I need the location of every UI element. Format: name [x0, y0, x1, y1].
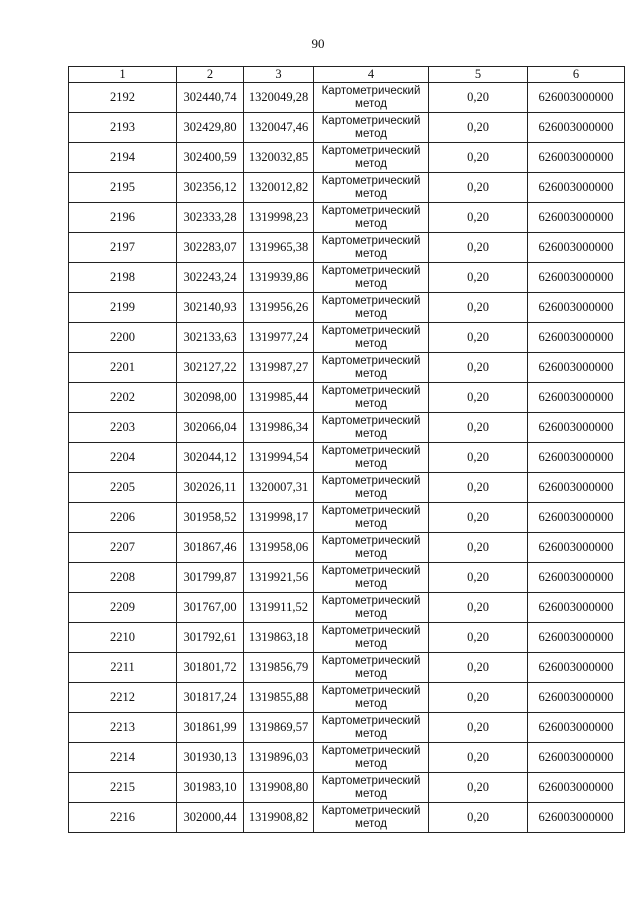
- method-line-1: Картометрический: [321, 504, 421, 517]
- method-line-1: Картометрический: [321, 474, 421, 487]
- method-line-1: Картометрический: [321, 684, 421, 697]
- method-line-2: метод: [355, 97, 387, 110]
- x-coordinate-cell: 301817,24: [177, 683, 244, 713]
- accuracy-cell: 0,20: [429, 413, 528, 443]
- method-line-1: Картометрический: [321, 84, 421, 97]
- method-cell: [314, 143, 429, 173]
- header-cell-1: 1: [69, 67, 177, 83]
- method-line-1: Картометрический: [321, 534, 421, 547]
- code-cell: 626003000000: [528, 353, 625, 383]
- table-row: [69, 413, 625, 443]
- code-cell: 626003000000: [528, 113, 625, 143]
- point-number-cell: 2214: [69, 743, 177, 773]
- method-line-2: метод: [355, 637, 387, 650]
- method-line-2: метод: [355, 397, 387, 410]
- method-cell: [314, 443, 429, 473]
- method-line-1: Картометрический: [321, 324, 421, 337]
- method-line-2: метод: [355, 127, 387, 140]
- point-number-cell: 2192: [69, 83, 177, 113]
- method-line-2: метод: [355, 667, 387, 680]
- x-coordinate-cell: 301799,87: [177, 563, 244, 593]
- point-number-cell: 2208: [69, 563, 177, 593]
- method-line-2: метод: [355, 307, 387, 320]
- point-number-cell: 2200: [69, 323, 177, 353]
- point-number-cell: 2198: [69, 263, 177, 293]
- y-coordinate-cell: 1319896,03: [244, 743, 314, 773]
- code-cell: 626003000000: [528, 83, 625, 113]
- code-cell: 626003000000: [528, 653, 625, 683]
- method-line-1: Картометрический: [321, 204, 421, 217]
- method-line-2: метод: [355, 427, 387, 440]
- y-coordinate-cell: 1319863,18: [244, 623, 314, 653]
- code-cell: 626003000000: [528, 383, 625, 413]
- method-cell: [314, 203, 429, 233]
- y-coordinate-cell: 1319911,52: [244, 593, 314, 623]
- x-coordinate-cell: 301861,99: [177, 713, 244, 743]
- point-number-cell: 2209: [69, 593, 177, 623]
- method-line-1: Картометрический: [321, 444, 421, 457]
- method-line-2: метод: [355, 817, 387, 830]
- method-cell: [314, 503, 429, 533]
- accuracy-cell: 0,20: [429, 293, 528, 323]
- method-line-1: Картометрический: [321, 114, 421, 127]
- method-line-1: Картометрический: [321, 354, 421, 367]
- method-line-2: метод: [355, 577, 387, 590]
- code-cell: 626003000000: [528, 473, 625, 503]
- table-row: [69, 383, 625, 413]
- point-number-cell: 2204: [69, 443, 177, 473]
- code-cell: 626003000000: [528, 713, 625, 743]
- method-cell: [314, 263, 429, 293]
- method-line-1: Картометрический: [321, 714, 421, 727]
- table-row: [69, 803, 625, 833]
- x-coordinate-cell: 301767,00: [177, 593, 244, 623]
- method-line-2: метод: [355, 547, 387, 560]
- code-cell: 626003000000: [528, 173, 625, 203]
- method-line-1: Картометрический: [321, 384, 421, 397]
- accuracy-cell: 0,20: [429, 533, 528, 563]
- accuracy-cell: 0,20: [429, 593, 528, 623]
- table-row: [69, 143, 625, 173]
- point-number-cell: 2197: [69, 233, 177, 263]
- header-cell-5: 5: [429, 67, 528, 83]
- accuracy-cell: 0,20: [429, 803, 528, 833]
- code-cell: 626003000000: [528, 593, 625, 623]
- code-cell: 626003000000: [528, 563, 625, 593]
- method-cell: [314, 533, 429, 563]
- header-cell-3: 3: [244, 67, 314, 83]
- accuracy-cell: 0,20: [429, 623, 528, 653]
- x-coordinate-cell: 302140,93: [177, 293, 244, 323]
- point-number-cell: 2216: [69, 803, 177, 833]
- accuracy-cell: 0,20: [429, 383, 528, 413]
- method-line-2: метод: [355, 337, 387, 350]
- method-line-2: метод: [355, 787, 387, 800]
- method-cell: [314, 743, 429, 773]
- method-line-2: метод: [355, 277, 387, 290]
- y-coordinate-cell: 1319987,27: [244, 353, 314, 383]
- table-header-row: [69, 67, 625, 83]
- point-number-cell: 2210: [69, 623, 177, 653]
- method-cell: [314, 353, 429, 383]
- method-cell: [314, 293, 429, 323]
- table-row: [69, 83, 625, 113]
- method-line-1: Картометрический: [321, 804, 421, 817]
- point-number-cell: 2202: [69, 383, 177, 413]
- table-row: [69, 593, 625, 623]
- code-cell: 626003000000: [528, 803, 625, 833]
- x-coordinate-cell: 302098,00: [177, 383, 244, 413]
- table-row: [69, 653, 625, 683]
- method-cell: [314, 653, 429, 683]
- y-coordinate-cell: 1319965,38: [244, 233, 314, 263]
- code-cell: 626003000000: [528, 203, 625, 233]
- code-cell: 626003000000: [528, 293, 625, 323]
- method-cell: [314, 413, 429, 443]
- point-number-cell: 2206: [69, 503, 177, 533]
- method-line-1: Картометрический: [321, 174, 421, 187]
- method-cell: [314, 323, 429, 353]
- x-coordinate-cell: 301867,46: [177, 533, 244, 563]
- x-coordinate-cell: 302356,12: [177, 173, 244, 203]
- y-coordinate-cell: 1320007,31: [244, 473, 314, 503]
- table-row: [69, 503, 625, 533]
- table-row: [69, 683, 625, 713]
- method-cell: [314, 683, 429, 713]
- table-row: [69, 203, 625, 233]
- y-coordinate-cell: 1319994,54: [244, 443, 314, 473]
- accuracy-cell: 0,20: [429, 443, 528, 473]
- table-row: [69, 713, 625, 743]
- accuracy-cell: 0,20: [429, 113, 528, 143]
- method-line-2: метод: [355, 457, 387, 470]
- header-cell-4: 4: [314, 67, 429, 83]
- x-coordinate-cell: 302044,12: [177, 443, 244, 473]
- method-line-1: Картометрический: [321, 744, 421, 757]
- point-number-cell: 2207: [69, 533, 177, 563]
- accuracy-cell: 0,20: [429, 683, 528, 713]
- table-row: [69, 533, 625, 563]
- point-number-cell: 2212: [69, 683, 177, 713]
- method-line-1: Картометрический: [321, 774, 421, 787]
- x-coordinate-cell: 301930,13: [177, 743, 244, 773]
- method-line-2: метод: [355, 217, 387, 230]
- x-coordinate-cell: 302133,63: [177, 323, 244, 353]
- point-number-cell: 2194: [69, 143, 177, 173]
- y-coordinate-cell: 1320012,82: [244, 173, 314, 203]
- x-coordinate-cell: 301958,52: [177, 503, 244, 533]
- x-coordinate-cell: 302400,59: [177, 143, 244, 173]
- header-cell-6: 6: [528, 67, 625, 83]
- y-coordinate-cell: 1319939,86: [244, 263, 314, 293]
- method-line-1: Картометрический: [321, 144, 421, 157]
- code-cell: 626003000000: [528, 443, 625, 473]
- accuracy-cell: 0,20: [429, 323, 528, 353]
- method-cell: [314, 803, 429, 833]
- y-coordinate-cell: 1319855,88: [244, 683, 314, 713]
- method-cell: [314, 173, 429, 203]
- x-coordinate-cell: 301983,10: [177, 773, 244, 803]
- accuracy-cell: 0,20: [429, 203, 528, 233]
- method-line-1: Картометрический: [321, 264, 421, 277]
- table-row: [69, 353, 625, 383]
- method-cell: [314, 563, 429, 593]
- accuracy-cell: 0,20: [429, 233, 528, 263]
- method-line-2: метод: [355, 727, 387, 740]
- method-line-2: метод: [355, 187, 387, 200]
- table-row: [69, 473, 625, 503]
- point-number-cell: 2213: [69, 713, 177, 743]
- method-line-2: метод: [355, 607, 387, 620]
- method-line-2: метод: [355, 157, 387, 170]
- y-coordinate-cell: 1320032,85: [244, 143, 314, 173]
- method-cell: [314, 383, 429, 413]
- method-line-2: метод: [355, 487, 387, 500]
- y-coordinate-cell: 1319998,23: [244, 203, 314, 233]
- x-coordinate-cell: 302066,04: [177, 413, 244, 443]
- table-row: [69, 623, 625, 653]
- method-line-2: метод: [355, 757, 387, 770]
- method-cell: [314, 473, 429, 503]
- x-coordinate-cell: 302429,80: [177, 113, 244, 143]
- code-cell: 626003000000: [528, 413, 625, 443]
- method-line-2: метод: [355, 367, 387, 380]
- method-line-1: Картометрический: [321, 594, 421, 607]
- y-coordinate-cell: 1319998,17: [244, 503, 314, 533]
- method-line-2: метод: [355, 517, 387, 530]
- y-coordinate-cell: 1319869,57: [244, 713, 314, 743]
- point-number-cell: 2211: [69, 653, 177, 683]
- code-cell: 626003000000: [528, 743, 625, 773]
- point-number-cell: 2203: [69, 413, 177, 443]
- accuracy-cell: 0,20: [429, 773, 528, 803]
- x-coordinate-cell: 302283,07: [177, 233, 244, 263]
- x-coordinate-cell: 302127,22: [177, 353, 244, 383]
- accuracy-cell: 0,20: [429, 263, 528, 293]
- method-line-1: Картометрический: [321, 294, 421, 307]
- code-cell: 626003000000: [528, 623, 625, 653]
- point-number-cell: 2196: [69, 203, 177, 233]
- accuracy-cell: 0,20: [429, 143, 528, 173]
- table-row: [69, 173, 625, 203]
- method-cell: [314, 83, 429, 113]
- method-cell: [314, 113, 429, 143]
- code-cell: 626003000000: [528, 503, 625, 533]
- point-number-cell: 2199: [69, 293, 177, 323]
- method-line-1: Картометрический: [321, 564, 421, 577]
- accuracy-cell: 0,20: [429, 173, 528, 203]
- y-coordinate-cell: 1320049,28: [244, 83, 314, 113]
- point-number-cell: 2195: [69, 173, 177, 203]
- method-cell: [314, 713, 429, 743]
- table-row: [69, 443, 625, 473]
- coordinates-table: [68, 66, 625, 833]
- table-body: [69, 67, 625, 833]
- table-row: [69, 233, 625, 263]
- method-line-1: Картометрический: [321, 624, 421, 637]
- code-cell: 626003000000: [528, 263, 625, 293]
- y-coordinate-cell: 1319958,06: [244, 533, 314, 563]
- accuracy-cell: 0,20: [429, 653, 528, 683]
- accuracy-cell: 0,20: [429, 503, 528, 533]
- x-coordinate-cell: 302243,24: [177, 263, 244, 293]
- method-cell: [314, 773, 429, 803]
- table-row: [69, 293, 625, 323]
- y-coordinate-cell: 1319977,24: [244, 323, 314, 353]
- code-cell: 626003000000: [528, 773, 625, 803]
- method-cell: [314, 593, 429, 623]
- y-coordinate-cell: 1319956,26: [244, 293, 314, 323]
- accuracy-cell: 0,20: [429, 563, 528, 593]
- accuracy-cell: 0,20: [429, 473, 528, 503]
- method-line-2: метод: [355, 247, 387, 260]
- method-line-1: Картометрический: [321, 414, 421, 427]
- table-row: [69, 263, 625, 293]
- x-coordinate-cell: 301792,61: [177, 623, 244, 653]
- point-number-cell: 2215: [69, 773, 177, 803]
- code-cell: 626003000000: [528, 323, 625, 353]
- method-line-1: Картометрический: [321, 654, 421, 667]
- method-line-1: Картометрический: [321, 234, 421, 247]
- code-cell: 626003000000: [528, 143, 625, 173]
- x-coordinate-cell: 301801,72: [177, 653, 244, 683]
- table-row: [69, 773, 625, 803]
- y-coordinate-cell: 1319921,56: [244, 563, 314, 593]
- header-cell-2: 2: [177, 67, 244, 83]
- table-row: [69, 323, 625, 353]
- table-row: [69, 743, 625, 773]
- method-cell: [314, 233, 429, 263]
- x-coordinate-cell: 302333,28: [177, 203, 244, 233]
- accuracy-cell: 0,20: [429, 83, 528, 113]
- y-coordinate-cell: 1319985,44: [244, 383, 314, 413]
- point-number-cell: 2205: [69, 473, 177, 503]
- y-coordinate-cell: 1319856,79: [244, 653, 314, 683]
- method-cell: [314, 623, 429, 653]
- page-number: 90: [311, 36, 325, 51]
- x-coordinate-cell: 302000,44: [177, 803, 244, 833]
- accuracy-cell: 0,20: [429, 743, 528, 773]
- table-row: [69, 113, 625, 143]
- y-coordinate-cell: 1319908,80: [244, 773, 314, 803]
- x-coordinate-cell: 302026,11: [177, 473, 244, 503]
- code-cell: 626003000000: [528, 233, 625, 263]
- y-coordinate-cell: 1319986,34: [244, 413, 314, 443]
- table-row: [69, 563, 625, 593]
- code-cell: 626003000000: [528, 683, 625, 713]
- x-coordinate-cell: 302440,74: [177, 83, 244, 113]
- code-cell: 626003000000: [528, 533, 625, 563]
- point-number-cell: 2193: [69, 113, 177, 143]
- method-line-2: метод: [355, 697, 387, 710]
- y-coordinate-cell: 1320047,46: [244, 113, 314, 143]
- y-coordinate-cell: 1319908,82: [244, 803, 314, 833]
- point-number-cell: 2201: [69, 353, 177, 383]
- accuracy-cell: 0,20: [429, 713, 528, 743]
- accuracy-cell: 0,20: [429, 353, 528, 383]
